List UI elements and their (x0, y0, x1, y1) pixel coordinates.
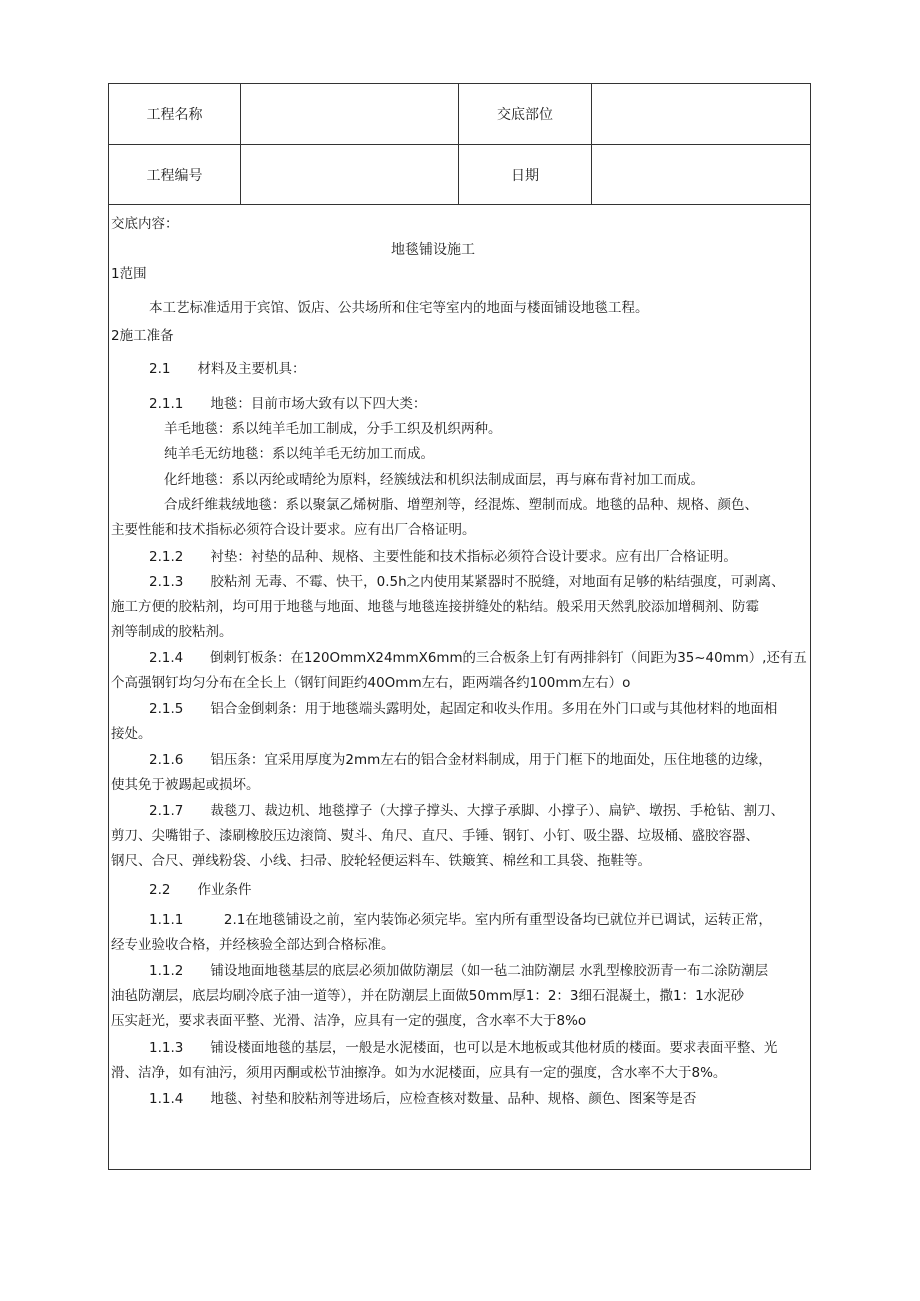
paragraph-line: 纯羊毛无纺地毯：系以纯羊毛无纺加工而成。 (164, 446, 434, 462)
paragraph-line: 剂等制成的胶粘剂。 (111, 624, 233, 640)
paragraph-line: 合成纤维栽绒地毯：系以聚氯乙烯树脂、增塑剂等，经混炼、塑制而成。地毯的品种、规格、颜色、 (164, 497, 758, 513)
section-heading: 1范围 (111, 266, 147, 282)
paragraph-line: 经专业验收合格，并经核验全部达到合格标准。 (111, 937, 395, 953)
paragraph-line: 接处。 (111, 726, 152, 742)
paragraph-line: 滑、洁净，如有油污，须用丙酮或松节油擦净。如为水泥楼面，应具有一定的强度，含水率不大于8%。 (111, 1065, 727, 1081)
paragraph-line: 2.1.2 衬垫：衬垫的品种、规格、主要性能和技术指标必须符合设计要求。应有出厂合格证明。 (149, 549, 737, 565)
paragraph-line: 1.1.1 2.1在地毯铺设之前，室内装饰必须完毕。室内所有重型设备均已就位并已调试，运转正常， (149, 912, 772, 928)
location-label: 交底部位 (459, 84, 592, 144)
paragraph-line: 1.1.3 铺设楼面地毯的基层，一般是水泥楼面，也可以是木地板或其他材质的楼面。要求表面平整、光 (149, 1040, 778, 1056)
paragraph-line: 个高强钢钉均匀分布在全长上（钢钉间距约40Omm左右，距两端各约100mm左右）o (111, 675, 631, 691)
disclosure-form (108, 83, 811, 1170)
paragraph-line: 2.1.4 倒刺钉板条：在120OmmX24mmX6mm的三合板条上钉有两排斜钉（间距为35~40mm）,还有五 (149, 650, 807, 666)
paragraph-line: 主要性能和技术指标必须符合设计要求。应有出厂合格证明。 (111, 522, 476, 538)
paragraph-line: 压实赶光，要求表面平整、光滑、洁净，应具有一定的强度，含水率不大于8%o (111, 1013, 587, 1029)
paragraph-line: 2.1.5 铝合金倒刺条：用于地毯端头露明处，起固定和收头作用。多用在外门口或与其他材料的地面相 (149, 701, 778, 717)
doc-title: 地毯铺设施工 (391, 242, 475, 258)
project-name-value[interactable] (241, 84, 459, 144)
date-label: 日期 (459, 145, 592, 204)
project-name-label: 工程名称 (109, 84, 241, 144)
paragraph-line: 化纤地毯：系以丙纶或晴纶为原料，经簇绒法和机织法制成面层，再与麻布背衬加工而成。 (164, 472, 704, 488)
paragraph-line: 2.1.7 裁毯刀、裁边机、地毯撑子（大撑子撑头、大撑子承脚、小撑子）、扁铲、墩拐、手枪钻、割刀、 (149, 803, 785, 819)
paragraph-line: 施工方便的胶粘剂，均可用于地毯与地面、地毯与地毯连接拼缝处的粘结。般采用天然乳胶添加增稠剂、防霉 (111, 599, 759, 615)
subsection-heading: 2.1 材料及主要机具： (149, 361, 306, 377)
section-heading: 2施工准备 (111, 328, 174, 344)
paragraph-line: 剪刀、尖嘴钳子、漆刷橡胶压边滚筒、熨斗、角尺、直尺、手锤、钢钉、小钉、吸尘器、垃圾桶、盛胶容器、 (111, 828, 759, 844)
date-value[interactable] (592, 145, 810, 204)
paragraph-line: 钢尺、合尺、弹线粉袋、小线、扫帚、胶轮轻便运料车、铁簸箕、棉丝和工具袋、拖鞋等。 (111, 853, 651, 869)
paragraph-line: 1.1.2 铺设地面地毯基层的底层必须加做防潮层（如一毡二油防潮层 水乳型橡胶沥青一布二涂防潮层 (149, 963, 769, 979)
project-no-value[interactable] (241, 145, 459, 204)
header-row-2 (109, 145, 810, 205)
paragraph-line: 1.1.4 地毯、衬垫和胶粘剂等进场后，应检查核对数量、品种、规格、颜色、图案等是否 (149, 1091, 697, 1107)
header-row-1 (109, 84, 810, 145)
paragraph-line: 使其免于被踢起或损坏。 (111, 777, 260, 793)
subsection-heading: 2.2 作业条件 (149, 882, 252, 898)
paragraph-line: 2.1.3 胶粘剂 无毒、不霉、快干，0.5h之内使用某紧器时不脱缝，对地面有足够的粘结强度，可剥离、 (149, 574, 785, 590)
paragraph-line: 2.1.6 铝压条：宜采用厚度为2mm左右的铝合金材料制成，用于门框下的地面处，压住地毯的边缘， (149, 752, 772, 768)
paragraph-line: 2.1.1 地毯：目前市场大致有以下四大类： (149, 396, 427, 412)
paragraph-line: 油毡防潮层，底层均刷冷底子油一道等），并在防潮层上面做50mm厚1：2：3细石混凝土，撒1：1水泥砂 (111, 988, 745, 1004)
location-value[interactable] (592, 84, 810, 144)
paragraph-line: 本工艺标准适用于宾馆、饭店、公共场所和住宅等室内的地面与楼面铺设地毯工程。 (149, 300, 649, 316)
project-no-label: 工程编号 (109, 145, 241, 204)
paragraph-line: 羊毛地毯：系以纯羊毛加工制成，分手工织及机织两种。 (164, 421, 502, 437)
intro-label: 交底内容： (111, 216, 179, 232)
